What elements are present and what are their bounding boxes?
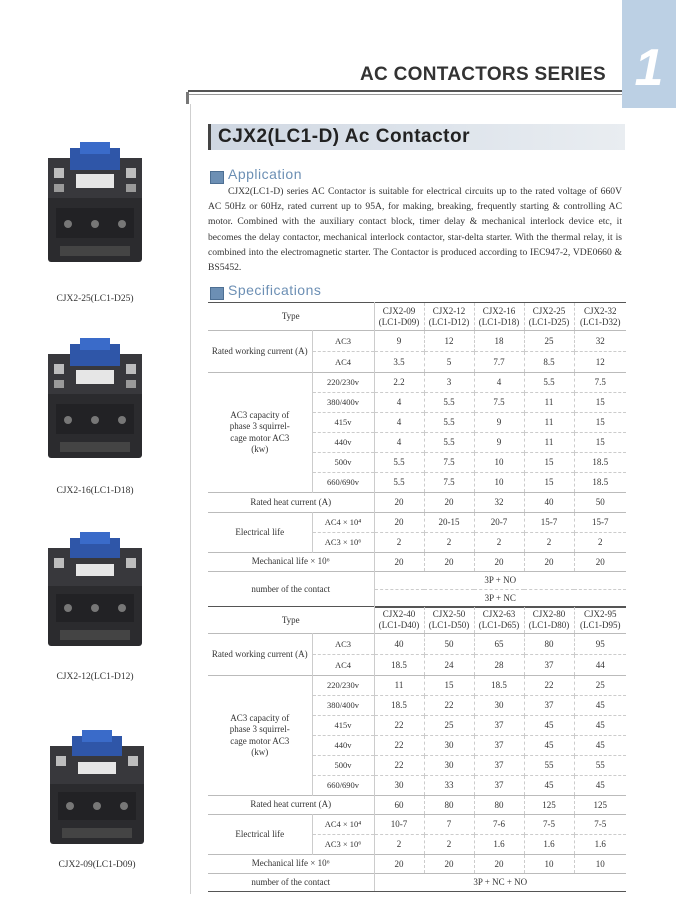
ac4-life-label: AC4 × 10⁴ <box>312 815 374 835</box>
spec-table-1 <box>208 302 626 608</box>
table-cell: 4 <box>374 393 424 413</box>
table-cell: 15-7 <box>574 513 626 533</box>
table-cell: 2 <box>374 533 424 553</box>
application-text: CJX2(LC1-D) series AC Contactor is suitable for electrical circuits up to the rated voltage of 660V AC 50Hz or 60Hz, rated current up to 95A, for making, breaking, frequently starting & controlling AC motor. Combined with the auxiliary contact block, timer delay & mechanical interlock device etc, it becomes the delay contactor, mechanical interlock contactor, star-delta starter. With the thermal relay, it is combined into the electromagnetic starter. The Contactor is produced according to IEC947-2, VDE0660 & BS5452. <box>208 186 622 274</box>
application-square-icon <box>210 171 224 184</box>
table-cell: 45 <box>574 716 626 736</box>
product-caption: CJX2-16(LC1-D18) <box>56 486 134 496</box>
table-cell: 44 <box>574 655 626 676</box>
series-title: AC CONTACTORS SERIES <box>360 64 606 85</box>
table-cell: 7-5 <box>574 815 626 835</box>
spec-table-2 <box>208 606 626 892</box>
table-cell: 25 <box>424 716 474 736</box>
chapter-tab <box>622 0 676 108</box>
voltage-label: 500v <box>312 453 374 473</box>
table-cell: 37 <box>524 655 574 676</box>
table-cell: 3.5 <box>374 352 424 373</box>
ac4-life-label: AC4 × 10⁴ <box>312 513 374 533</box>
table-cell: 10 <box>474 453 524 473</box>
voltage-label: 380/400v <box>312 393 374 413</box>
table-cell: 20 <box>424 855 474 874</box>
table-cell: 33 <box>424 776 474 796</box>
voltage-label: 660/690v <box>312 776 374 796</box>
table-cell: 24 <box>424 655 474 676</box>
table-cell: 40 <box>374 634 424 655</box>
contactor-image <box>40 530 150 650</box>
table-cell: 1.6 <box>524 835 574 855</box>
model-header: CJX2-12 (LC1-D12) <box>424 303 474 331</box>
table-cell: 10-7 <box>374 815 424 835</box>
table-cell: 125 <box>524 796 574 815</box>
table-cell: 11 <box>524 393 574 413</box>
table-cell: 4 <box>474 373 524 393</box>
table-cell: 45 <box>574 736 626 756</box>
type-label: Type <box>208 607 374 634</box>
table-cell: 37 <box>474 736 524 756</box>
ac4-label: AC4 <box>312 655 374 676</box>
table-cell: 45 <box>574 776 626 796</box>
table-cell: 2.2 <box>374 373 424 393</box>
table-cell: 20 <box>374 855 424 874</box>
table-cell: 2 <box>574 533 626 553</box>
table-cell: 125 <box>574 796 626 815</box>
table-cell: 5.5 <box>374 453 424 473</box>
ac3-capacity-label: AC3 capacity of phase 3 squirrel-cage motor AC3 (kw) <box>208 676 312 796</box>
model-header: CJX2-95 (LC1-D95) <box>574 607 626 634</box>
table-cell: 37 <box>474 716 524 736</box>
table-cell: 22 <box>374 736 424 756</box>
header-rule <box>188 90 622 92</box>
table-cell: 9 <box>474 413 524 433</box>
specifications-square-icon <box>210 287 224 300</box>
table-cell: 7.7 <box>474 352 524 373</box>
ac3-life-label: AC3 × 10⁶ <box>312 533 374 553</box>
voltage-label: 380/400v <box>312 696 374 716</box>
table-cell: 15-7 <box>524 513 574 533</box>
table-cell: 7 <box>424 815 474 835</box>
table-cell: 80 <box>474 796 524 815</box>
table-cell: 32 <box>474 493 524 513</box>
table-cell: 20 <box>424 493 474 513</box>
table-cell: 11 <box>374 676 424 696</box>
table-cell: 40 <box>524 493 574 513</box>
table-cell: 10 <box>574 855 626 874</box>
contactor-image <box>40 334 150 464</box>
table-cell: 55 <box>524 756 574 776</box>
table-cell: 32 <box>574 331 626 352</box>
table-cell: 25 <box>524 331 574 352</box>
table-cell: 20-7 <box>474 513 524 533</box>
table-cell: 50 <box>424 634 474 655</box>
table-cell: 5 <box>424 352 474 373</box>
table-cell: 20-15 <box>424 513 474 533</box>
table-cell: 1.6 <box>574 835 626 855</box>
table-cell: 15 <box>574 413 626 433</box>
product-caption: CJX2-12(LC1-D12) <box>56 672 134 682</box>
table-cell: 80 <box>524 634 574 655</box>
model-header: CJX2-09 (LC1-D09) <box>374 303 424 331</box>
table-cell: 10 <box>474 473 524 493</box>
product-caption: CJX2-25(LC1-D25) <box>56 294 134 304</box>
table-cell: 7.5 <box>474 393 524 413</box>
model-header: CJX2-16 (LC1-D18) <box>474 303 524 331</box>
number-of-contact-label: number of the contact <box>208 874 374 892</box>
voltage-label: 440v <box>312 433 374 453</box>
table-cell: 20 <box>574 553 626 572</box>
table-cell: 50 <box>574 493 626 513</box>
tick-mark <box>186 92 189 104</box>
table-cell: 30 <box>474 696 524 716</box>
table-cell: 12 <box>574 352 626 373</box>
table-cell: 45 <box>524 716 574 736</box>
contact-value: 3P + NC + NO <box>374 874 626 892</box>
table-cell: 15 <box>574 433 626 453</box>
ac3-label: AC3 <box>312 634 374 655</box>
table-cell: 10 <box>524 855 574 874</box>
rated-heat-current-label: Rated heat current (A) <box>208 493 374 513</box>
specifications-heading: Specifications <box>228 282 322 298</box>
table-cell: 18.5 <box>474 676 524 696</box>
table-cell: 2 <box>474 533 524 553</box>
number-of-contact-label: number of the contact <box>208 572 374 608</box>
voltage-label: 660/690v <box>312 473 374 493</box>
table-cell: 15 <box>524 473 574 493</box>
table-cell: 12 <box>424 331 474 352</box>
table-cell: 55 <box>574 756 626 776</box>
table-cell: 4 <box>374 413 424 433</box>
table-cell: 30 <box>424 736 474 756</box>
voltage-label: 440v <box>312 736 374 756</box>
table-cell: 7-6 <box>474 815 524 835</box>
table-cell: 11 <box>524 413 574 433</box>
electrical-life-label: Electrical life <box>208 815 312 855</box>
mechanical-life-label: Mechanical life × 10⁶ <box>208 855 374 874</box>
table-cell: 7.5 <box>424 473 474 493</box>
contactor-image <box>42 728 152 848</box>
table-cell: 30 <box>374 776 424 796</box>
rated-heat-current-label: Rated heat current (A) <box>208 796 374 815</box>
model-header: CJX2-63 (LC1-D65) <box>474 607 524 634</box>
voltage-label: 415v <box>312 716 374 736</box>
table-cell: 37 <box>524 696 574 716</box>
table-cell: 15 <box>574 393 626 413</box>
table-cell: 65 <box>474 634 524 655</box>
table-cell: 9 <box>374 331 424 352</box>
table-cell: 1.6 <box>474 835 524 855</box>
rated-working-current-label: Rated working current (A) <box>208 331 312 373</box>
application-heading: Application <box>228 166 302 182</box>
contact-value: 3P + NO <box>374 572 626 590</box>
table-cell: 22 <box>374 756 424 776</box>
mechanical-life-label: Mechanical life × 10⁶ <box>208 553 374 572</box>
rated-working-current-label: Rated working current (A) <box>208 634 312 676</box>
table-cell: 37 <box>474 776 524 796</box>
contact-value: 3P + NC <box>374 590 626 608</box>
table-cell: 28 <box>474 655 524 676</box>
table-cell: 25 <box>574 676 626 696</box>
ac3-life-label: AC3 × 10⁶ <box>312 835 374 855</box>
table-cell: 20 <box>524 553 574 572</box>
table-cell: 8.5 <box>524 352 574 373</box>
table-cell: 7.5 <box>424 453 474 473</box>
table-cell: 2 <box>374 835 424 855</box>
product-caption: CJX2-09(LC1-D09) <box>58 860 136 870</box>
table-cell: 11 <box>524 433 574 453</box>
table-cell: 2 <box>424 533 474 553</box>
table-cell: 3 <box>424 373 474 393</box>
voltage-label: 220/230v <box>312 373 374 393</box>
table-cell: 7.5 <box>574 373 626 393</box>
table-cell: 22 <box>524 676 574 696</box>
table-cell: 5.5 <box>424 433 474 453</box>
table-cell: 95 <box>574 634 626 655</box>
contactor-image <box>40 138 150 268</box>
table-cell: 18.5 <box>374 655 424 676</box>
table-cell: 20 <box>374 513 424 533</box>
table-cell: 4 <box>374 433 424 453</box>
electrical-life-label: Electrical life <box>208 513 312 553</box>
table-cell: 20 <box>474 553 524 572</box>
table-cell: 5.5 <box>524 373 574 393</box>
table-cell: 45 <box>524 776 574 796</box>
model-header: CJX2-80 (LC1-D80) <box>524 607 574 634</box>
table-cell: 22 <box>424 696 474 716</box>
chapter-number: 1 <box>634 39 664 97</box>
table-cell: 18.5 <box>574 473 626 493</box>
model-header: CJX2-25 (LC1-D25) <box>524 303 574 331</box>
table-cell: 15 <box>524 453 574 473</box>
table-cell: 5.5 <box>374 473 424 493</box>
voltage-label: 220/230v <box>312 676 374 696</box>
model-header: CJX2-40 (LC1-D40) <box>374 607 424 634</box>
header-rule-thin <box>188 94 622 95</box>
voltage-label: 415v <box>312 413 374 433</box>
table-cell: 18.5 <box>374 696 424 716</box>
table-cell: 15 <box>424 676 474 696</box>
product-title: CJX2(LC1-D) Ac Contactor <box>218 126 470 147</box>
model-header: CJX2-50 (LC1-D50) <box>424 607 474 634</box>
ac4-label: AC4 <box>312 352 374 373</box>
table-cell: 60 <box>374 796 424 815</box>
column-divider <box>190 104 191 894</box>
table-cell: 18 <box>474 331 524 352</box>
table-cell: 22 <box>374 716 424 736</box>
table-cell: 7-5 <box>524 815 574 835</box>
table-cell: 20 <box>374 493 424 513</box>
table-cell: 20 <box>424 553 474 572</box>
voltage-label: 500v <box>312 756 374 776</box>
type-label: Type <box>208 303 374 331</box>
table-cell: 20 <box>474 855 524 874</box>
table-cell: 9 <box>474 433 524 453</box>
model-header: CJX2-32 (LC1-D32) <box>574 303 626 331</box>
table-cell: 18.5 <box>574 453 626 473</box>
table-cell: 20 <box>374 553 424 572</box>
ac3-capacity-label: AC3 capacity of phase 3 squirrel-cage motor AC3 (kw) <box>208 373 312 493</box>
ac3-label: AC3 <box>312 331 374 352</box>
table-cell: 45 <box>524 736 574 756</box>
table-cell: 2 <box>524 533 574 553</box>
table-cell: 5.5 <box>424 393 474 413</box>
table-cell: 37 <box>474 756 524 776</box>
table-cell: 2 <box>424 835 474 855</box>
table-cell: 5.5 <box>424 413 474 433</box>
table-cell: 45 <box>574 696 626 716</box>
table-cell: 30 <box>424 756 474 776</box>
table-cell: 80 <box>424 796 474 815</box>
